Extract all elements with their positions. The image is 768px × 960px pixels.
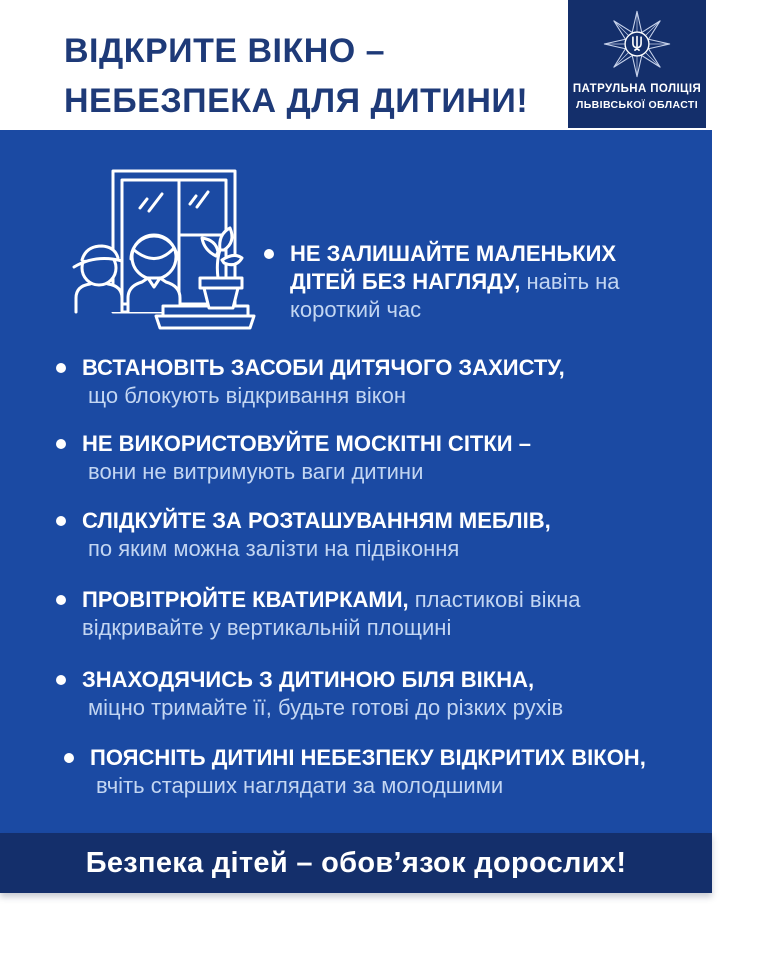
tip-bold-text: ЗНАХОДЯЧИСЬ З ДИТИНОЮ БІЛЯ ВІКНА, — [82, 667, 535, 692]
tip-regular-text: що блокують відкривання вікон — [88, 383, 407, 408]
tip-bold-text: СЛІДКУЙТЕ ЗА РОЗТАШУВАННЯМ МЕБЛІВ, — [82, 508, 551, 533]
safety-tips-panel — [0, 130, 712, 833]
bullet-dot — [56, 675, 66, 685]
header — [0, 0, 768, 130]
tip-bold-text: ПОЯСНІТЬ ДИТИНІ НЕБЕЗПЕКУ ВІДКРИТИХ ВІКОН, — [90, 745, 646, 770]
tip-regular-text: міцно тримайте її, будьте готові до різких рухів — [88, 695, 564, 720]
tip-item-2 — [56, 354, 676, 410]
tip-regular-text: вони не витримують ваги дитини — [88, 459, 424, 484]
badge-org-region: ЛЬВІВСЬКОЇ ОБЛАСТІ — [575, 99, 699, 111]
tip-regular-text: навіть на короткий час — [290, 269, 620, 322]
page-title — [64, 26, 528, 126]
tip-regular-text: пластикові вікна відкривайте у вертикальній площині — [82, 587, 581, 640]
bullet-dot — [56, 439, 66, 449]
tip-item-7 — [64, 744, 684, 800]
bullet-dot — [64, 753, 74, 763]
tip-item-4 — [56, 507, 676, 563]
badge-org-name: ПАТРУЛЬНА ПОЛІЦІЯ — [572, 83, 702, 95]
tip-bold-text: НЕ ВИКОРИСТОВУЙТЕ МОСКІТНІ СІТКИ – — [82, 431, 531, 456]
tip-bold-text: НЕ ЗАЛИШАЙТЕ МАЛЕНЬКИХ ДІТЕЙ БЕЗ НАГЛЯДУ, — [290, 241, 617, 294]
bullet-dot — [56, 363, 66, 373]
tip-item-5 — [56, 586, 668, 642]
bullet-dot — [56, 516, 66, 526]
footer-slogan-bar — [0, 833, 712, 893]
tip-regular-text: по яким можна залізти на підвіконня — [88, 536, 460, 561]
footer-slogan: Безпека дітей – обов’язок дорослих! — [85, 846, 627, 879]
tip-bold-text: ПРОВІТРЮЙТЕ КВАТИРКАМИ, — [82, 587, 409, 612]
title-line-1: ВІДКРИТЕ ВІКНО – — [64, 32, 386, 70]
police-badge — [568, 0, 706, 128]
bullet-dot — [56, 595, 66, 605]
tip-regular-text: вчіть старших наглядати за молодшими — [96, 773, 504, 798]
tip-bold-text: ВСТАНОВІТЬ ЗАСОБИ ДИТЯЧОГО ЗАХИСТУ, — [82, 355, 565, 380]
tip-item-6 — [56, 666, 676, 722]
tip-item-1 — [264, 240, 639, 324]
bullet-dot — [264, 249, 274, 259]
title-line-2: НЕБЕЗПЕКА ДЛЯ ДИТИНИ! — [64, 82, 529, 120]
tip-item-3 — [56, 430, 676, 486]
police-star-icon — [603, 7, 671, 81]
